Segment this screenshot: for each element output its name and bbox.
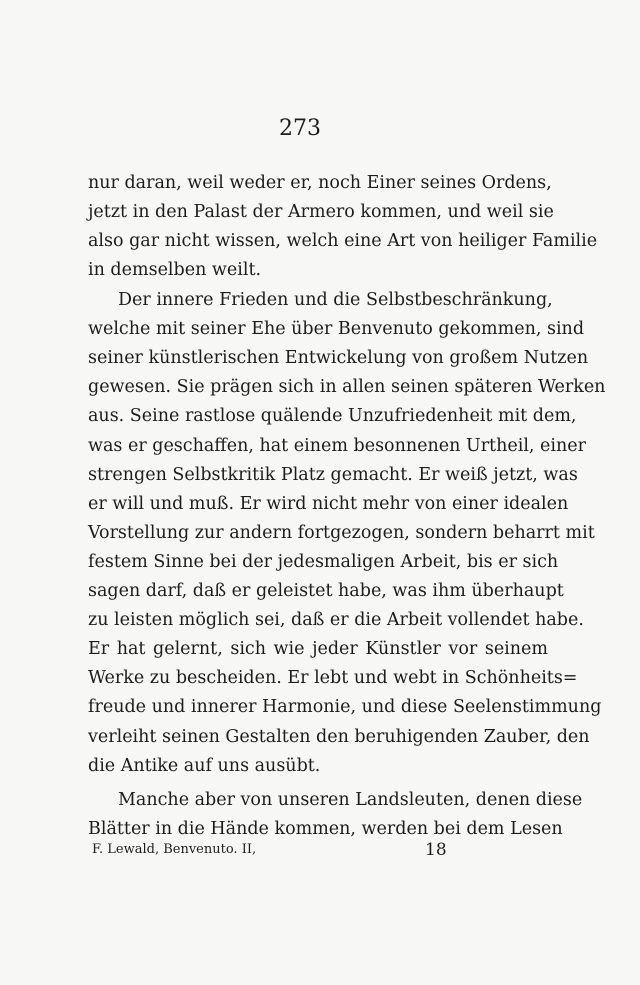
- text-line: aus. Seine rastlose quälende Unzufriedenheit mit dem,: [88, 406, 577, 427]
- page-number: 273: [279, 116, 321, 141]
- text-line: in demselben weilt.: [88, 260, 262, 281]
- text-line: Blätter in die Hände kommen, werden bei dem Lesen: [88, 819, 563, 840]
- text-line: sagen darf, daß er geleistet habe, was ihm überhaupt: [88, 581, 564, 601]
- text-line: zu leisten möglich sei, daß er die Arbeit vollendet habe.: [88, 610, 584, 631]
- text-line: freude und innerer Harmonie, und diese Seelenstimmung: [88, 697, 602, 718]
- footer-sheet-number: 18: [425, 840, 447, 860]
- text-line: Manche aber von unseren Landsleuten, denen diese: [118, 790, 583, 810]
- text-line: was er geschaffen, hat einem besonnenen Urtheil, einer: [88, 435, 586, 456]
- text-line: Er hat gelernt, sich wie jeder Künstler vor seinem: [88, 639, 548, 660]
- text-line: jetzt in den Palast der Armero kommen, und weil sie: [88, 202, 554, 223]
- footer-signature: F. Lewald, Benvenuto. II,: [92, 842, 257, 857]
- text-line: welche mit seiner Ehe über Benvenuto gekommen, sind: [88, 319, 585, 340]
- text-line: gewesen. Sie prägen sich in allen seinen späteren Werken: [88, 377, 606, 398]
- text-line: also gar nicht wissen, welch eine Art von heiliger Familie: [88, 231, 598, 252]
- text-line: Vorstellung zur andern fortgezogen, sondern beharrt mit: [88, 522, 595, 543]
- text-line: Werke zu bescheiden. Er lebt und webt in Schönheits=: [88, 668, 578, 689]
- text-line: die Antike auf uns ausübt.: [88, 755, 321, 776]
- text-line: Der innere Frieden und die Selbstbeschränkung,: [118, 290, 553, 310]
- text-line: er will und muß. Er wird nicht mehr von einer idealen: [88, 493, 569, 514]
- text-line: festem Sinne bei der jedesmaligen Arbeit, bis er sich: [88, 551, 559, 572]
- text-line: verleiht seinen Gestalten den beruhigenden Zauber, den: [88, 726, 590, 747]
- text-line: strengen Selbstkritik Platz gemacht. Er weiß jetzt, was: [88, 464, 578, 485]
- text-line: seiner künstlerischen Entwickelung von großem Nutzen: [88, 348, 589, 369]
- text-line: nur daran, weil weder er, noch Einer seines Ordens,: [88, 173, 552, 193]
